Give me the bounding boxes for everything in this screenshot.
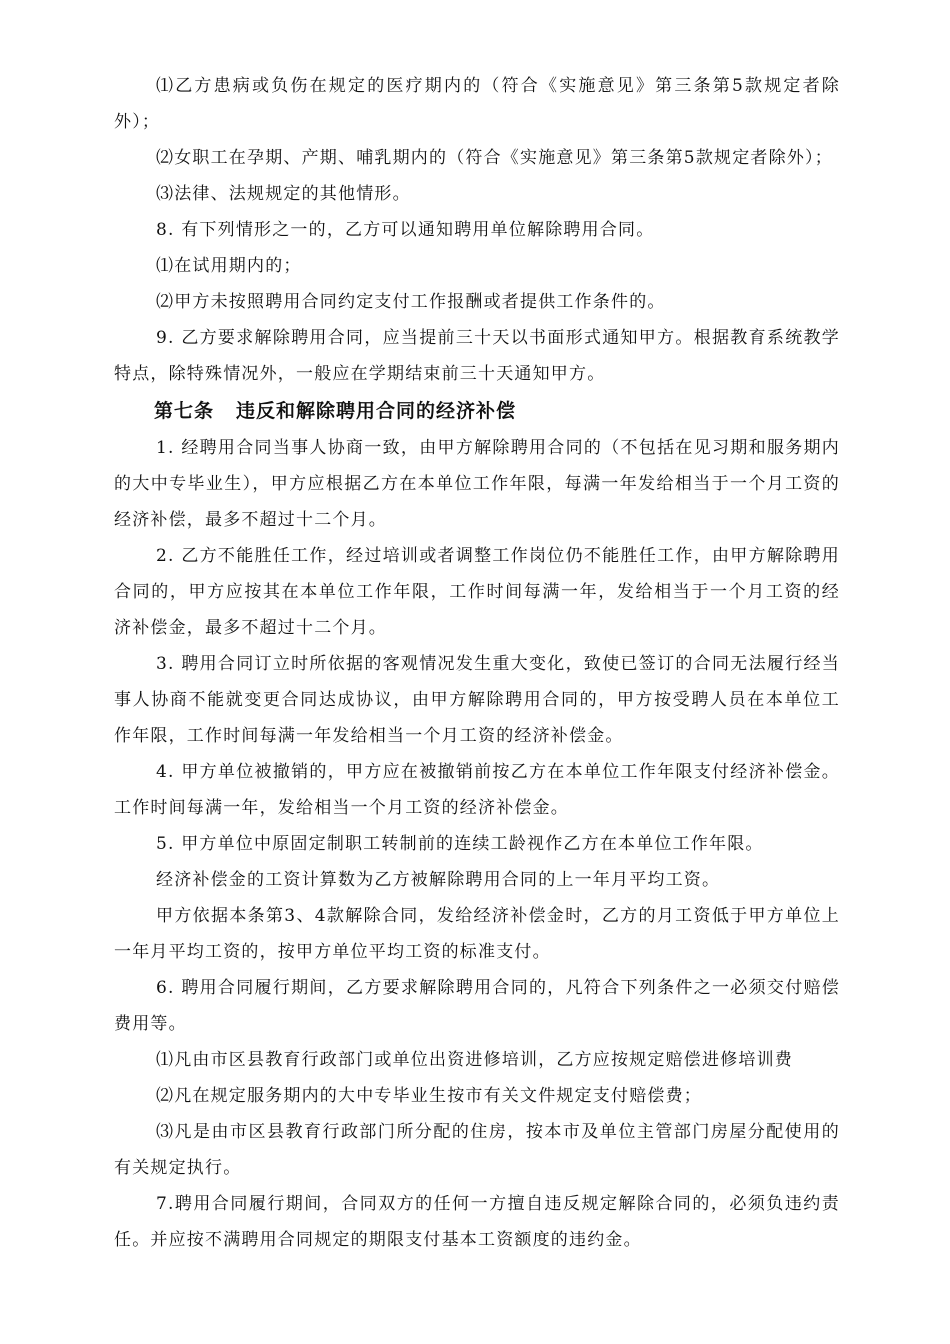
clause-7-point-3: 3. 聘用合同订立时所依据的客观情况发生重大变化，致使已签订的合同无法履行经当事人协商不能就变更合同达成协议，由甲方解除聘用合同的，甲方按受聘人员在本单位工作年限，工作时间每满一年发给相当一个月工资的经济补偿金。	[114, 654, 840, 746]
clause-6-item-1: ⑴乙方患病或负伤在规定的医疗期内的（符合《实施意见》第三条第5款规定者除外）；	[114, 76, 840, 132]
document-body	[114, 68, 840, 1258]
clause-7-point-4: 4. 甲方单位被撤销的，甲方应在被撤销前按乙方在本单位工作年限支付经济补偿金。工作时间每满一年，发给相当一个月工资的经济补偿金。	[114, 762, 840, 818]
clause-7-point-6: 6. 聘用合同履行期间，乙方要求解除聘用合同的，凡符合下列条件之一必须交付赔偿费用等。	[114, 978, 840, 1034]
clause-7-point-7: 7.聘用合同履行期间，合同双方的任何一方擅自违反规定解除合同的，必须负违约责任。并应按不满聘用合同规定的期限支付基本工资额度的违约金。	[114, 1194, 840, 1250]
clause-6-point-8-item-2: ⑵甲方未按照聘用合同约定支付工作报酬或者提供工作条件的。	[156, 292, 666, 312]
clause-7-point-2: 2. 乙方不能胜任工作，经过培训或者调整工作岗位仍不能胜任工作，由甲方解除聘用合同的，甲方应按其在本单位工作年限，工作时间每满一年，发给相当于一个月工资的经济补偿金，最多不超过十二个月。	[114, 546, 840, 638]
clause-7-point-5: 5. 甲方单位中原固定制职工转制前的连续工龄视作乙方在本单位工作年限。	[156, 834, 764, 854]
section-heading	[114, 392, 840, 430]
clause-6-point-8: 8. 有下列情形之一的，乙方可以通知聘用单位解除聘用合同。	[156, 220, 655, 240]
clause-6-point-9: 9. 乙方要求解除聘用合同，应当提前三十天以书面形式通知甲方。根据教育系统教学特点，除特殊情况外，一般应在学期结束前三十天通知甲方。	[114, 328, 840, 384]
section-number: 第七条	[154, 400, 215, 422]
clause-7-note-2: 甲方依据本条第3、4款解除合同，发给经济补偿金时，乙方的月工资低于甲方单位上一年月平均工资的，按甲方单位平均工资的标准支付。	[114, 906, 840, 962]
clause-6-item-3: ⑶法律、法规规定的其他情形。	[156, 184, 411, 204]
clause-7-point-6-item-1: ⑴凡由市区县教育行政部门或单位出资进修培训，乙方应按规定赔偿进修培训费	[156, 1050, 793, 1070]
clause-7-point-6-item-3: ⑶凡是由市区县教育行政部门所分配的住房，按本市及单位主管部门房屋分配使用的有关规定执行。	[114, 1122, 840, 1178]
clause-6-point-8-item-1: ⑴在试用期内的；	[156, 256, 302, 276]
clause-7-point-1: 1. 经聘用合同当事人协商一致，由甲方解除聘用合同的（不包括在见习期和服务期内的大中专毕业生），甲方应根据乙方在本单位工作年限，每满一年发给相当于一个月工资的经济补偿，最多不超过十二个月。	[114, 438, 840, 530]
clause-7-note-1: 经济补偿金的工资计算数为乙方被解除聘用合同的上一年月平均工资。	[156, 870, 721, 890]
clause-7-point-6-item-2: ⑵凡在规定服务期内的大中专毕业生按市有关文件规定支付赔偿费；	[156, 1086, 702, 1106]
clause-6-item-2: ⑵女职工在孕期、产期、哺乳期内的（符合《实施意见》第三条第5款规定者除外）；	[156, 148, 833, 168]
section-title: 违反和解除聘用合同的经济补偿	[236, 400, 517, 422]
